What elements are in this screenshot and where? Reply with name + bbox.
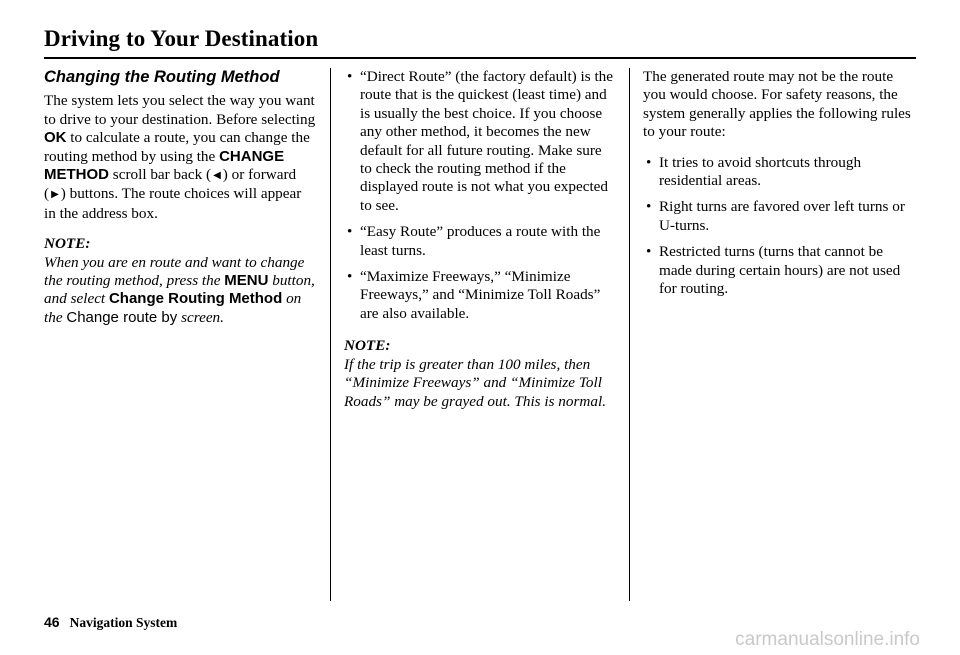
forward-arrow-icon: ▶ — [51, 189, 59, 201]
column-1 — [44, 68, 316, 327]
change-route-by-ref: Change route by — [66, 308, 178, 326]
column-divider-1 — [330, 68, 331, 601]
note-label: NOTE: — [344, 337, 391, 355]
footer-label: Navigation System — [69, 615, 178, 630]
list-item: • It tries to avoid shortcuts through residential areas. — [643, 154, 919, 191]
ok-button-ref: OK — [44, 129, 67, 147]
text-span: When you are en route and want to change the routing method, press the — [44, 253, 305, 290]
column-divider-2 — [629, 68, 630, 601]
change-routing-method-ref: Change Routing Method — [108, 290, 283, 308]
text-span: The system lets you select the way you want to drive to your destination. Before selecting — [44, 92, 316, 128]
text-span: on the — [44, 290, 302, 326]
text-span: ) buttons. The route choices will appear in the address box. — [44, 185, 302, 222]
list-item: • “Easy Route” produces a route with the least turns. — [344, 223, 616, 260]
column-3 — [643, 68, 919, 306]
column-2 — [344, 68, 616, 411]
route-options-list — [344, 68, 616, 323]
section-heading: Changing the Routing Method — [44, 68, 280, 86]
text-span: to calculate a route, you can change the routing method by using the — [44, 129, 310, 165]
text-span: scroll bar back ( — [109, 166, 212, 184]
rules-intro: The generated route may not be the route you would choose. For safety reasons, the system generally applies the following rules to your route: — [643, 68, 911, 141]
page-number: 46 — [44, 614, 60, 630]
menu-button-ref: MENU — [224, 272, 269, 290]
text-span: button, and select — [44, 272, 315, 308]
rules-list — [643, 154, 919, 299]
text-span: ) or forward ( — [44, 166, 297, 203]
intro-paragraph — [44, 92, 316, 223]
back-arrow-icon: ◀ — [213, 170, 221, 182]
text-span: screen. — [177, 308, 224, 326]
list-item: • “Maximize Freeways,” “Minimize Freeways,” and “Minimize Toll Roads” are also available. — [344, 268, 616, 323]
list-item: • Right turns are favored over left turns or U-turns. — [643, 198, 919, 235]
note-label: NOTE: — [44, 235, 91, 253]
watermark: carmanualsonline.info — [735, 629, 920, 650]
note-text — [44, 254, 316, 328]
page-title: Driving to Your Destination — [44, 26, 319, 51]
header-rule — [44, 57, 916, 59]
note-text: If the trip is greater than 100 miles, then “Minimize Freeways” and “Minimize Toll Roads” may be grayed out. This is normal. — [344, 355, 606, 410]
page-footer — [44, 614, 177, 631]
list-item: • Restricted turns (turns that cannot be made during certain hours) are not used for routing. — [643, 243, 919, 298]
list-item: • “Direct Route” (the factory default) is the route that is the quickest (least time) and is usually the best choice. If you choose any other method, it becomes the new default for all future routing. Make sure to check the routing method if the displayed route is not what you expected to see. — [344, 68, 616, 215]
change-method-ref: CHANGE METHOD — [44, 147, 285, 184]
